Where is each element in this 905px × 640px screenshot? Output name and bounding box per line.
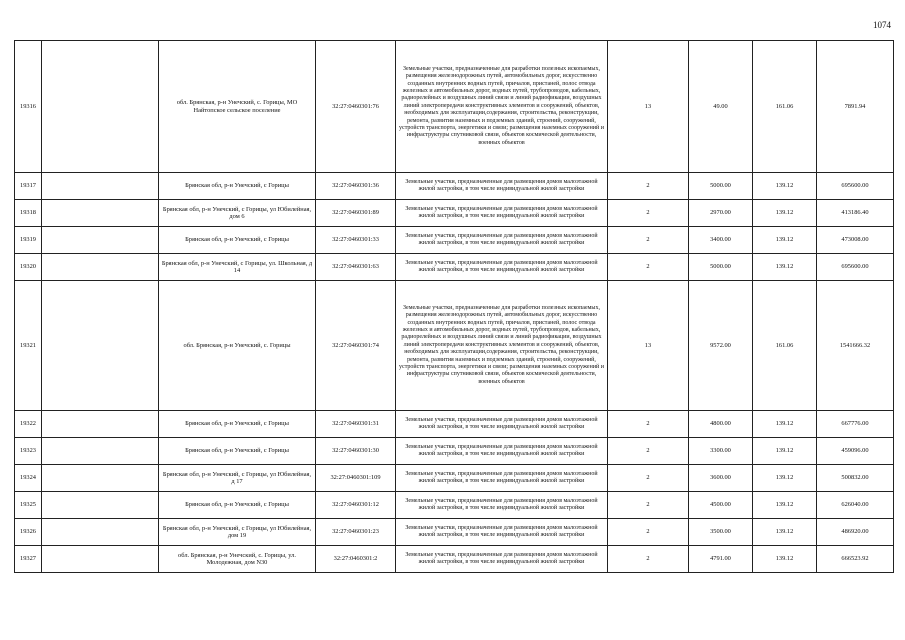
rate-cell: 139.12 xyxy=(753,411,817,438)
empty-cell xyxy=(42,227,159,254)
category-code: 2 xyxy=(608,200,689,227)
area-cell: 5000.00 xyxy=(689,173,753,200)
category-code: 2 xyxy=(608,438,689,465)
row-id: 19321 xyxy=(15,281,42,411)
empty-cell xyxy=(42,438,159,465)
category-code: 2 xyxy=(608,519,689,546)
area-cell: 3300.00 xyxy=(689,438,753,465)
table-row xyxy=(15,519,894,546)
rate-cell: 161.06 xyxy=(753,281,817,411)
area-cell: 4791.00 xyxy=(689,546,753,573)
address-cell: обл. Брянская, р-н Унечский, с. Горицы, МО Найтопское сельское поселение xyxy=(159,41,316,173)
land-use-cell: Земельные участки, предназначенные для размещения домов малоэтажной жилой застройки, в том числе индивидуальной жилой застройки xyxy=(396,227,608,254)
address-cell: Брянская обл, р-н Унечский, с Горицы xyxy=(159,438,316,465)
value-cell: 667776.00 xyxy=(817,411,894,438)
address-cell: Брянская обл, р-н Унечский, с Горицы xyxy=(159,411,316,438)
area-cell: 3600.00 xyxy=(689,465,753,492)
empty-cell xyxy=(42,173,159,200)
rate-cell: 139.12 xyxy=(753,200,817,227)
address-cell: Брянская обл, р-н Унечский, с Горицы, ул Юбилейная, дом 6 xyxy=(159,200,316,227)
value-cell: 695600.00 xyxy=(817,254,894,281)
cadastral-number: 32:27:0460301:2 xyxy=(316,546,396,573)
empty-cell xyxy=(42,200,159,227)
page-number: 1074 xyxy=(873,20,891,30)
cadastral-number: 32:27:0460301:89 xyxy=(316,200,396,227)
empty-cell xyxy=(42,465,159,492)
rate-cell: 139.12 xyxy=(753,465,817,492)
table-row xyxy=(15,254,894,281)
category-code: 2 xyxy=(608,173,689,200)
area-cell: 4500.00 xyxy=(689,492,753,519)
table-row xyxy=(15,465,894,492)
rate-cell: 139.12 xyxy=(753,546,817,573)
land-use-cell: Земельные участки, предназначенные для размещения домов малоэтажной жилой застройки, в том числе индивидуальной жилой застройки xyxy=(396,438,608,465)
land-use-cell: Земельные участки, предназначенные для размещения домов малоэтажной жилой застройки, в том числе индивидуальной жилой застройки xyxy=(396,519,608,546)
category-code: 2 xyxy=(608,465,689,492)
address-cell: Брянская обл, р-н Унечский, с Горицы xyxy=(159,227,316,254)
table-row xyxy=(15,438,894,465)
rate-cell: 139.12 xyxy=(753,173,817,200)
land-use-cell: Земельные участки, предназначенные для размещения домов малоэтажной жилой застройки, в том числе индивидуальной жилой застройки xyxy=(396,200,608,227)
table-row xyxy=(15,281,894,411)
land-use-cell: Земельные участки, предназначенные для размещения домов малоэтажной жилой застройки, в том числе индивидуальной жилой застройки xyxy=(396,465,608,492)
empty-cell xyxy=(42,281,159,411)
area-cell: 3500.00 xyxy=(689,519,753,546)
cadastral-number: 32:27:0460301:36 xyxy=(316,173,396,200)
category-code: 2 xyxy=(608,546,689,573)
category-code: 2 xyxy=(608,492,689,519)
rate-cell: 139.12 xyxy=(753,519,817,546)
cadastral-number: 32:27:0460301:74 xyxy=(316,281,396,411)
cadastral-number: 32:27:0460301:63 xyxy=(316,254,396,281)
value-cell: 413186.40 xyxy=(817,200,894,227)
cadastral-number: 32:27:0460301:76 xyxy=(316,41,396,173)
land-use-cell: Земельные участки, предназначенные для размещения домов малоэтажной жилой застройки, в том числе индивидуальной жилой застройки xyxy=(396,254,608,281)
table-row xyxy=(15,227,894,254)
land-use-cell: Земельные участки, предназначенные для разработки полезных ископаемых, размещения железнодорожных путей, автомобильных дорог, искусственно созданных внутренних водных путей, причалов, пристаней, полос отвода железных и автомобильных дорог, водных путей, трубопроводов, кабельных, радиорелейных и воздушных линий связи и линий радиофикации, воздушных линий электропередачи конструктивных элементов и сооружений, объектов, необходимых для эксплуатации,содержания, строительства, реконструкции, ремонта, развития наземных и подземных зданий, строений, сооружений, устройств транспорта, энергетики и связи; размещения наземных сооружений и инфраструктуры спутниковой связи, объектов космической деятельности, военных объектов xyxy=(396,41,608,173)
row-id: 19322 xyxy=(15,411,42,438)
row-id: 19319 xyxy=(15,227,42,254)
value-cell: 459096.00 xyxy=(817,438,894,465)
area-cell: 2970.00 xyxy=(689,200,753,227)
area-cell: 5000.00 xyxy=(689,254,753,281)
value-cell: 666523.92 xyxy=(817,546,894,573)
empty-cell xyxy=(42,492,159,519)
rate-cell: 139.12 xyxy=(753,227,817,254)
row-id: 19324 xyxy=(15,465,42,492)
cadastral-number: 32:27:0460301:12 xyxy=(316,492,396,519)
value-cell: 473008.00 xyxy=(817,227,894,254)
land-registry-table xyxy=(14,40,894,573)
address-cell: Брянская обл, р-н Унечский, с Горицы xyxy=(159,173,316,200)
area-cell: 4800.00 xyxy=(689,411,753,438)
row-id: 19323 xyxy=(15,438,42,465)
row-id: 19320 xyxy=(15,254,42,281)
empty-cell xyxy=(42,411,159,438)
land-use-cell: Земельные участки, предназначенные для размещения домов малоэтажной жилой застройки, в том числе индивидуальной жилой застройки xyxy=(396,411,608,438)
row-id: 19326 xyxy=(15,519,42,546)
cadastral-number: 32:27:0460301:109 xyxy=(316,465,396,492)
area-cell: 3400.00 xyxy=(689,227,753,254)
cadastral-number: 32:27:0460301:30 xyxy=(316,438,396,465)
row-id: 19318 xyxy=(15,200,42,227)
rate-cell: 139.12 xyxy=(753,254,817,281)
empty-cell xyxy=(42,546,159,573)
cadastral-number: 32:27:0460301:23 xyxy=(316,519,396,546)
row-id: 19325 xyxy=(15,492,42,519)
table-row xyxy=(15,173,894,200)
rate-cell: 161.06 xyxy=(753,41,817,173)
rate-cell: 139.12 xyxy=(753,438,817,465)
land-use-cell: Земельные участки, предназначенные для размещения домов малоэтажной жилой застройки, в том числе индивидуальной жилой застройки xyxy=(396,546,608,573)
address-cell: Брянская обл, р-н Унечский, с Горицы xyxy=(159,492,316,519)
row-id: 19316 xyxy=(15,41,42,173)
address-cell: Брянская обл, р-н Унечский, с Горицы, ул Юбилейная, дом 19 xyxy=(159,519,316,546)
empty-cell xyxy=(42,254,159,281)
value-cell: 1541666.32 xyxy=(817,281,894,411)
table-row xyxy=(15,546,894,573)
table-row xyxy=(15,200,894,227)
empty-cell xyxy=(42,519,159,546)
land-use-cell: Земельные участки, предназначенные для размещения домов малоэтажной жилой застройки, в том числе индивидуальной жилой застройки xyxy=(396,492,608,519)
cadastral-number: 32:27:0460301:33 xyxy=(316,227,396,254)
table-row xyxy=(15,411,894,438)
address-cell: Брянская обл, р-н Унечский, с Горицы, ул Юбилейная, д 17 xyxy=(159,465,316,492)
category-code: 2 xyxy=(608,254,689,281)
rate-cell: 139.12 xyxy=(753,492,817,519)
value-cell: 500832.00 xyxy=(817,465,894,492)
value-cell: 695600.00 xyxy=(817,173,894,200)
row-id: 19327 xyxy=(15,546,42,573)
category-code: 13 xyxy=(608,281,689,411)
category-code: 13 xyxy=(608,41,689,173)
cadastral-number: 32:27:0460301:31 xyxy=(316,411,396,438)
table-row xyxy=(15,492,894,519)
empty-cell xyxy=(42,41,159,173)
address-cell: обл. Брянская, р-н Унечский, с. Горицы xyxy=(159,281,316,411)
value-cell: 7891.94 xyxy=(817,41,894,173)
land-use-cell: Земельные участки, предназначенные для разработки полезных ископаемых, размещения железнодорожных путей, автомобильных дорог, искусственно созданных внутренних водных путей, причалов, пристаней, полос отвода железных и автомобильных дорог, водных путей, трубопроводов, кабельных, радиорелейных и воздушных линий связи и линий радиофикации, воздушных линий электропередачи конструктивных элементов и сооружений, объектов, необходимых для эксплуатации,содержания, строительства, реконструкции, ремонта, развития наземных и подземных зданий, строений, сооружений, устройств транспорта, энергетики и связи; размещения наземных сооружений и инфраструктуры спутниковой связи, объектов космической деятельности, военных объектов xyxy=(396,281,608,411)
category-code: 2 xyxy=(608,411,689,438)
land-use-cell: Земельные участки, предназначенные для размещения домов малоэтажной жилой застройки, в том числе индивидуальной жилой застройки xyxy=(396,173,608,200)
category-code: 2 xyxy=(608,227,689,254)
table-row xyxy=(15,41,894,173)
row-id: 19317 xyxy=(15,173,42,200)
area-cell: 9572.00 xyxy=(689,281,753,411)
value-cell: 486920.00 xyxy=(817,519,894,546)
address-cell: Брянская обл, р-н Унечский, с Горицы, ул. Школьная, д 14 xyxy=(159,254,316,281)
address-cell: обл. Брянская, р-н Унечский, с. Горицы, ул. Молодежная, дом N30 xyxy=(159,546,316,573)
value-cell: 626040.00 xyxy=(817,492,894,519)
area-cell: 49.00 xyxy=(689,41,753,173)
